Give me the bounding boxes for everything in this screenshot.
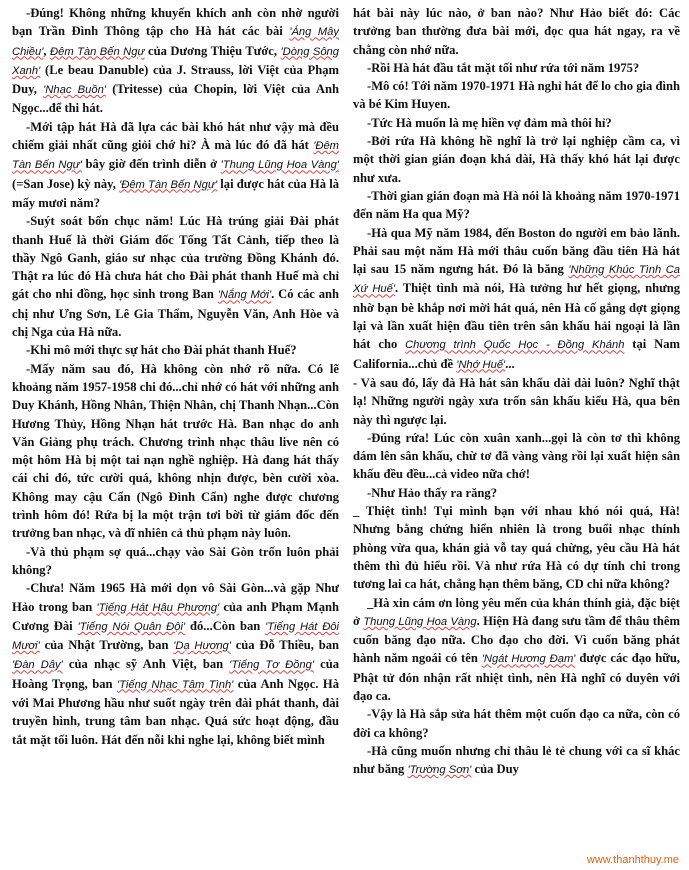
paragraph-text: được các đạo hữu, Phật tử đón nhận rất nhiệt tình, nên Hà nghĩ có duyên với đạo ca. xyxy=(353,651,680,703)
song-title-text: Chương trình Quốc Học - Đồng Khánh xyxy=(405,339,625,352)
paragraph-text: -Thời gian gián đoạn mà Hà nói là khoảng năm 1970-1971 đến năm Ha qua Mỹ? xyxy=(353,188,680,222)
paragraph xyxy=(12,543,339,580)
paragraph-text: , xyxy=(43,43,51,58)
paragraph-text: của Đỗ Thiều, ban xyxy=(230,638,339,653)
song-title-text: 'Nhạc Buồn' xyxy=(43,84,106,97)
paragraph-text: (Tritesse) của Chopin, lời Việt của Anh Ngọc...để thi hát. xyxy=(12,82,339,116)
paragraph xyxy=(353,187,680,224)
paragraph xyxy=(353,59,680,77)
song-title-text: 'Đêm Tàn Bến Ngự' xyxy=(12,140,339,172)
paragraph xyxy=(353,705,680,742)
paragraph-text: hát bài này lúc nào, ở ban nào? Như Hảo biết đó: Các trưởng ban thường đưa bài mới, đọc qua hát ngay, ra về chẳng còn nhớ nữa. xyxy=(353,6,680,57)
paragraph-text: -Hà qua Mỹ năm 1984, đến Boston do người em bảo lãnh. Phải sau một năm Hà mới thâu cuốn băng đầu tiên Hà hát lại sau 15 năm ngưng hát. Đó là băng xyxy=(353,225,680,277)
paragraph xyxy=(12,360,339,543)
paragraph xyxy=(353,502,680,593)
paragraph-text: -Tức Hà muốn là mẹ hiền vợ đảm mà thôi hỉ? xyxy=(367,115,612,130)
paragraph-text: . Hiện Hà đang sưu tầm để thâu thêm cuốn băng đạo nữa. Cho đạo cho đời. Vì cuốn băng phát hành năm ngoái có tên xyxy=(353,613,680,666)
song-title-text: 'Ngát Hương Đạm' xyxy=(481,653,576,666)
paragraph-text: -Vậy là Hà sắp sửa hát thêm một cuốn đạo ca nữa, còn có đời ca không? xyxy=(353,707,680,740)
song-title-text: 'Tiếng Tơ Đồng' xyxy=(229,659,314,672)
paragraph-text: -Suýt soát bốn chục năm! Lúc Hà trúng giải Đài phát thanh Huế là thời Giám đốc Tống Tất Cảnh, tiếp theo là thầy Ngô Ganh, giáo sư nhạc của trường Đồng Khánh đó. Thật ra lúc đó Hà chưa hát cho Đài phát thanh Huế mà chỉ gát cho nhi đồng, học sinh trong Ban xyxy=(12,214,339,302)
paragraph-text: bây giờ đến trình diễn ở xyxy=(81,157,221,172)
paragraph-text: đó...Còn ban xyxy=(185,618,266,633)
paragraph-text: (Le beau Danuble) của J. Strauss, lời Việt của Phạm Duy, xyxy=(12,62,339,97)
paragraph xyxy=(353,132,680,187)
song-title-text: 'Đêm Tàn Bến Ngự' xyxy=(119,178,218,191)
paragraph-text: của Dương Thiệu Tước, xyxy=(144,43,281,58)
song-title-text: Đêm Tàn Bến Ngự xyxy=(50,45,145,58)
paragraph-text: -Bởi rứa Hà không hề nghĩ là trở lại nghiệp cầm ca, vì một thời gian gián đoạn khá dài, Hà thấy khó hát lại được như xưa. xyxy=(353,134,680,185)
paragraph xyxy=(12,579,339,749)
paragraph xyxy=(353,77,680,114)
paragraph xyxy=(353,742,680,780)
paragraph-text: . Có các anh chị như Ưng Sơn, Lê Gia Thẩm, Nguyễn Văn, Anh Hòe và chị Nga của Hà nữa. xyxy=(12,287,339,340)
paragraph-text: -Khi mô mới thực sự hát cho Đài phát thanh Huế? xyxy=(26,343,297,358)
paragraph xyxy=(353,114,680,132)
paragraph-text: - Và sau đó, lấy đà Hà hát sân khấu dài dài luôn? Nghĩ thật lạ! Những người ngày xưa trốn sân khấu kiểu Hà, qua bên này thì ngược lại. xyxy=(353,375,680,427)
song-title-text: 'Dòng Sông Xanh' xyxy=(12,45,339,77)
paragraph-text: -Mới tập hát Hà đã lựa các bài khó hát như vậy mà đều chiếm giải nhất cũng giỏi chớ hỉ? À mà lúc đó đã hát xyxy=(12,119,339,153)
paragraph-text: -Và thủ phạm sợ quá...chạy vào Sài Gòn trốn luôn phải không? xyxy=(12,544,339,577)
song-title-text: 'Nhớ Huế' xyxy=(456,358,506,371)
paragraph xyxy=(12,118,339,212)
paragraph-text: của Hoàng Trọng, ban xyxy=(12,657,339,691)
paragraph-text: lại được hát của Hà là mấy mươi năm? xyxy=(12,176,339,210)
song-title-text: 'Tiếng Nói Quân Đội' xyxy=(77,620,186,633)
paragraph xyxy=(353,4,680,59)
paragraph-text: -Mô có! Tới năm 1970-1971 Hà nghỉ hát để lo cho gia đình và bé Kim Huyen. xyxy=(353,79,680,112)
song-title-text: 'Dạ Hương' xyxy=(173,640,231,653)
paragraph-text: của Duy xyxy=(471,762,519,777)
paragraph-text: -Mấy năm sau đó, Hà không còn nhớ rõ nữa. Có lẽ khoảng năm 1957-1958 chi đó...chỉ nhớ có hát với những anh Duy Khánh, Hồng Nhân, Thiện Nhân, chị Thanh Nhạn...Còn Hương Thủy, Hồng Nhạn hát trước Hà. Ban nhạc do anh Văn Giảng phụ trách. Chương trình nhạc thâu live nên có một hôm Hà bị một tai nạn nghề nghiệp. Hà đang hát thấy cái chi đó, tức cười quá, không nhịn được, bèn cười xòa. Không may cậu Cẩn (Ngô Đình Cẩn) nghe được chương trình hôm đó! Rứa bị la một trận tơi bời từ giám đốc đến trưởng ban nhạc, và dĩ nhiên cả thủ phạm này luôn. xyxy=(12,361,339,541)
song-title-text: 'Trường Sơn' xyxy=(407,764,472,777)
paragraph-text: của Nhật Trường, ban xyxy=(39,638,174,653)
right-column xyxy=(353,4,680,860)
song-title-text: 'Những Khúc Tình Ca Xứ Huế' xyxy=(353,264,680,296)
paragraph-text: (=San Jose) kỳ này, xyxy=(12,176,120,191)
song-title-text: 'Thung Lũng Hoa Vàng' xyxy=(220,159,339,172)
paragraph-text: của nhạc sỹ Anh Việt, ban xyxy=(62,657,230,672)
paragraph-text: tại Nam California...chủ đề xyxy=(353,337,680,371)
paragraph-text: _Hà xin cám ơn lòng yêu mến của khán thính giả, đặc biệt ở xyxy=(353,595,680,628)
paragraph xyxy=(353,594,680,706)
song-title-text: 'Nắng Mới' xyxy=(217,289,272,302)
paragraph-text: của anh Phạm Mạnh Cương Đài xyxy=(12,599,339,633)
song-title-text: 'Đàn Dây' xyxy=(12,659,63,672)
paragraph-text: ... xyxy=(505,356,515,371)
paragraph-text: -Đúng! Không những khuyến khích anh còn nhờ người bạn Trần Đình Thông tập cho Hà hát các bài xyxy=(12,6,339,39)
watermark-link[interactable]: www.thanhthuy.me xyxy=(586,854,679,866)
song-title-text: Thung Lũng Hoa Vàng xyxy=(363,615,477,628)
song-title-text: 'Áng Mây Chiều' xyxy=(12,26,339,58)
song-title-text: 'Tiếng Hát Đôi Mươi' xyxy=(12,620,339,653)
paragraph-text: -Hà cũng muốn nhưng chỉ thâu lẻ tẻ chung với ca sĩ khác như băng xyxy=(353,743,680,777)
left-column xyxy=(12,4,339,860)
paragraph xyxy=(12,212,339,341)
paragraph xyxy=(353,484,680,502)
paragraph-text: -Đúng rứa! Lúc còn xuân xanh...gọi là còn tơ thì không dám lên sân khấu, chừ tơ đã vàng vàng rồi lại xuất hiện sân khấu đều đều...cả video nữa chớ! xyxy=(353,430,680,482)
article-page xyxy=(12,4,680,860)
paragraph-text: -Chưa! Năm 1965 Hà mới dọn vô Sài Gòn...và gặp Như Hảo trong ban xyxy=(12,581,339,614)
paragraph-text: -Như Hảo thấy ra răng? xyxy=(367,485,497,500)
paragraph xyxy=(353,429,680,484)
paragraph-text: -Rồi Hà hát đầu tắt mặt tối như rứa tới năm 1975? xyxy=(367,60,640,75)
song-title-text: 'Tiếng Hát Hậu Phương' xyxy=(96,601,220,614)
paragraph xyxy=(12,4,339,118)
paragraph-text: _ Thiệt tình! Tụi mình bạn với nhau khó nói quá, Hà! Nhưng bằng chứng hiển nhiên là trong buổi nhạc thính phòng vừa qua, khán giả vỗ tay quá chừng, yêu cầu Hà hát thêm thì đủ hiểu rồi. Và như rứa Hà có dự tính chi trong tương lai ca hát, chẳng hạn thêm băng, CD chi nữa không? xyxy=(353,504,680,592)
paragraph-text: . Thiệt tình mà nói, Hà tưởng hư hết giọng, nhưng nhờ bạn bè khắp nơi mời hát quá, nên Hà cố gắng dợt giọng lại và lần xuất hiện đầu tiên trên sân khấu hải ngoại là lần hát cho xyxy=(353,281,680,352)
paragraph xyxy=(353,224,680,374)
paragraph-text: của Anh Ngọc. Hà với Mai Phương hầu như suốt ngày trên đài phát thanh, đài truyền hình, trung tâm ban nhạc. Quá sức hoạt động, đầu tắt mặt tối luôn. Hát đến nỗi khi nghe lại, không biết mình xyxy=(12,676,339,747)
paragraph xyxy=(353,374,680,429)
paragraph xyxy=(12,341,339,359)
song-title-text: 'Tiếng Nhạc Tâm Tình' xyxy=(116,678,234,691)
